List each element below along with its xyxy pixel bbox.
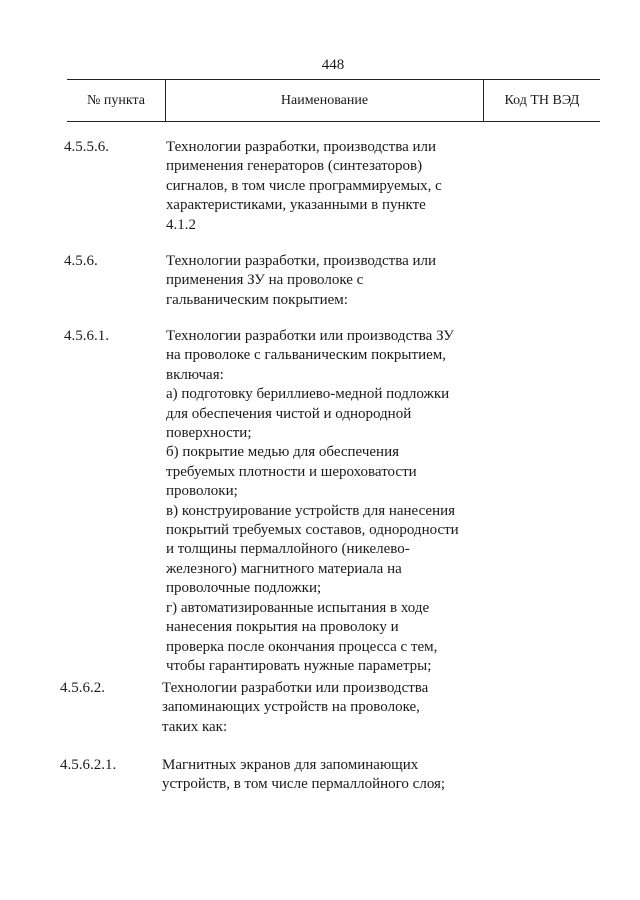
entry-text bbox=[162, 679, 428, 737]
entry-line: в) конструирование устройств для нанесения bbox=[166, 502, 456, 519]
entry-number: 4.5.6.2. bbox=[60, 680, 105, 696]
entry-line: таких как: bbox=[162, 718, 228, 735]
entry-number: 4.5.6.2.1. bbox=[60, 757, 117, 773]
entry-line: чтобы гарантировать нужные параметры; bbox=[166, 657, 432, 674]
entry-line: Технологии разработки или производства bbox=[162, 680, 429, 696]
entry-line: включая: bbox=[166, 366, 224, 383]
entry-line: и толщины пермаллойного (никелево- bbox=[166, 541, 410, 558]
entry-number: 4.5.5.6. bbox=[64, 139, 109, 155]
entry-line: запоминающих устройств на проволоке, bbox=[162, 699, 420, 716]
entry-line: нанесения покрытия на проволоку и bbox=[166, 619, 399, 636]
entry-line: для обеспечения чистой и однородной bbox=[166, 405, 412, 422]
entry-line: гальваническим покрытием: bbox=[166, 291, 348, 308]
header-code: Код ТН ВЭД bbox=[504, 92, 580, 108]
entry-line: 4.1.2 bbox=[166, 216, 196, 233]
entry-line: характеристиками, указанными в пункте bbox=[166, 197, 426, 214]
entry-text bbox=[166, 138, 442, 235]
entry-line: сигналов, в том числе программируемых, с bbox=[166, 177, 442, 194]
entry-number: 4.5.6.1. bbox=[64, 328, 109, 344]
entry-text bbox=[162, 756, 445, 795]
entry-text bbox=[166, 252, 436, 310]
entry-line: проволоки; bbox=[166, 483, 238, 500]
entry-line: железного) магнитного материала на bbox=[166, 560, 402, 577]
entry-line: Технологии разработки или производства ЗУ bbox=[166, 328, 454, 344]
entry-line: Магнитных экранов для запоминающих bbox=[162, 757, 419, 773]
entry-number: 4.5.6. bbox=[64, 253, 98, 269]
entry-line: Технологии разработки, производства или bbox=[166, 139, 437, 155]
table-header bbox=[67, 79, 600, 122]
entry-text bbox=[166, 327, 459, 676]
entry-line: на проволоке с гальваническим покрытием, bbox=[166, 347, 446, 364]
entry-line: устройств, в том числе пермаллойного слоя; bbox=[162, 776, 446, 793]
entry-line: проволочные подложки; bbox=[166, 580, 322, 597]
entry-line: применения генераторов (синтезаторов) bbox=[166, 158, 423, 175]
entry-line: требуемых плотности и шероховатости bbox=[166, 463, 417, 480]
entry-line: г) автоматизированные испытания в ходе bbox=[166, 599, 430, 616]
header-name: Наименование bbox=[166, 80, 484, 121]
entry-line: проверка после окончания процесса с тем, bbox=[166, 638, 438, 655]
entry-line: Технологии разработки, производства или bbox=[166, 253, 437, 269]
entry-line: б) покрытие медью для обеспечения bbox=[166, 444, 399, 461]
entry-line: применения ЗУ на проволоке с bbox=[166, 272, 364, 289]
entry-line: а) подготовку бериллиево-медной подложки bbox=[166, 386, 450, 403]
entry-line: покрытий требуемых составов, однородности bbox=[166, 522, 459, 539]
entry-line: поверхности; bbox=[166, 425, 252, 442]
header-item-number: № пункта bbox=[67, 80, 166, 121]
page-number: 448 bbox=[321, 57, 345, 73]
